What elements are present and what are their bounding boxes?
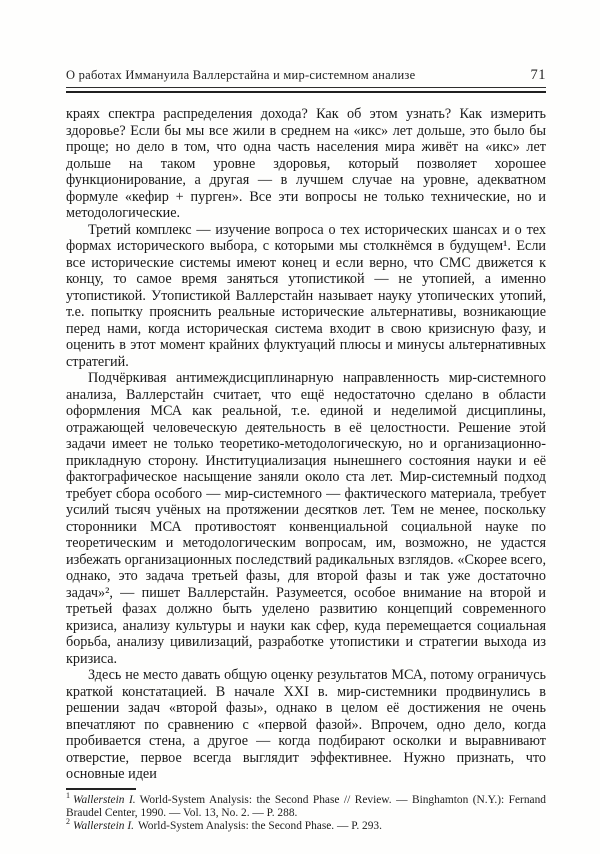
footnote-1-marker: 1	[66, 790, 70, 800]
paragraph-2: Третий комплекс — изучение вопроса о тех исторических шансах и о тех формах исторического выбора, с которыми мы столкнёмся в будущем¹. Если все исторические системы имеют конец и если верно, что СМС движется к концу, то самое время заняться утопистикой — не утопией, а именно утопистикой. Утопистикой Валлерстайн называет науку утопических утопий, т.е. попытку прояснить реальные исторические альтернативы, возникающие перед нами, когда историческая система входит в свою кризисную фазу, и оценить в этот момент крайних флуктуаций плюсы и минусы альтернативных стратегий.	[66, 221, 546, 370]
paragraph-1: краях спектра распределения дохода? Как об этом узнать? Как измерить здоровье? Если бы мы все жили в среднем на «икс» лет дольше, это было бы проще; но дело в том, что одна часть населения мира живёт на «икс» лет дольше на таком уровне здоровья, который позволяет хорошее функционирование, а другая — в лучшем случае на уровне, адекватном формуле «кефир + пурген». Все эти вопросы не только технические, но и методологические.	[66, 106, 546, 221]
footnote-rule	[66, 788, 136, 790]
footnote-1-author: Wallerstein I.	[73, 793, 136, 806]
page-content	[66, 68, 546, 833]
footnote-1	[66, 790, 546, 820]
page-header	[66, 68, 546, 83]
body-text	[66, 106, 546, 783]
footnote-2-author: Wallerstein I.	[73, 819, 134, 832]
running-title: О работах Иммануила Валлерстайна и мир-системном анализе	[66, 68, 416, 82]
footnotes	[66, 790, 546, 834]
paragraph-4: Здесь не место давать общую оценку результатов МСА, потому ограничусь краткой констатацией. В начале XXI в. мир-системники продвинулись в решении задач «второй фазы», однако в целом её достижения не очень впечатляют по сравнению с «первой фазой». Впрочем, одно дело, когда пробивается стена, а другое — когда подбирают осколки и выравнивают отверстие, первое всегда выглядит эффективнее. Нужно признать, что основные идеи	[66, 667, 546, 782]
footnote-2-text: World-System Analysis: the Second Phase. — P. 293.	[137, 819, 382, 832]
footnote-2-marker: 2	[66, 817, 70, 827]
page-number: 71	[530, 67, 546, 83]
header-rule	[66, 87, 546, 93]
footnote-2	[66, 817, 546, 833]
footnote-1-text: World-System Analysis: the Second Phase // Review. — Binghamton (N.Y.): Fernand Braudel Center, 1990. — Vol. 13, No. 2. — P. 288.	[66, 793, 546, 819]
paragraph-3: Подчёркивая антимеждисциплинарную направленность мир-системного анализа, Валлерстайн считает, что ещё недостаточно сделано в области оформления МСА как реальной, т.е. единой и неделимой дисциплины, отражающей человеческую деятельность в её целостности. Решение этой задачи имеет не только теоретико-методологическую, но и организационно-прикладную сторону. Институциализация нынешнего состояния науки и её фактографическое насыщение заняли около ста лет. Мир-системный подход требует сбора особого — мир-системного — фактического материала, требует усилий тысяч учёных на протяжении десятков лет. Тем не менее, поскольку сторонники МСА противостоят конвенциальной социальной науке по теоретическим и методологическим вопросам, им, возможно, не удастся избежать организационных последствий радикальных взглядов. «Скорее всего, однако, это задача третьей фазы, для второй фазы и так уже достаточно задач»², — пишет Валлерстайн. Разумеется, особое внимание на второй и третьей фазах должно быть уделено развитию концепций современного кризиса, анализу культуры и науки как сфер, куда перемещается социальная борьба, анализу цивилизаций, разработке утопистики и стратегии выхода из кризиса.	[66, 370, 546, 667]
